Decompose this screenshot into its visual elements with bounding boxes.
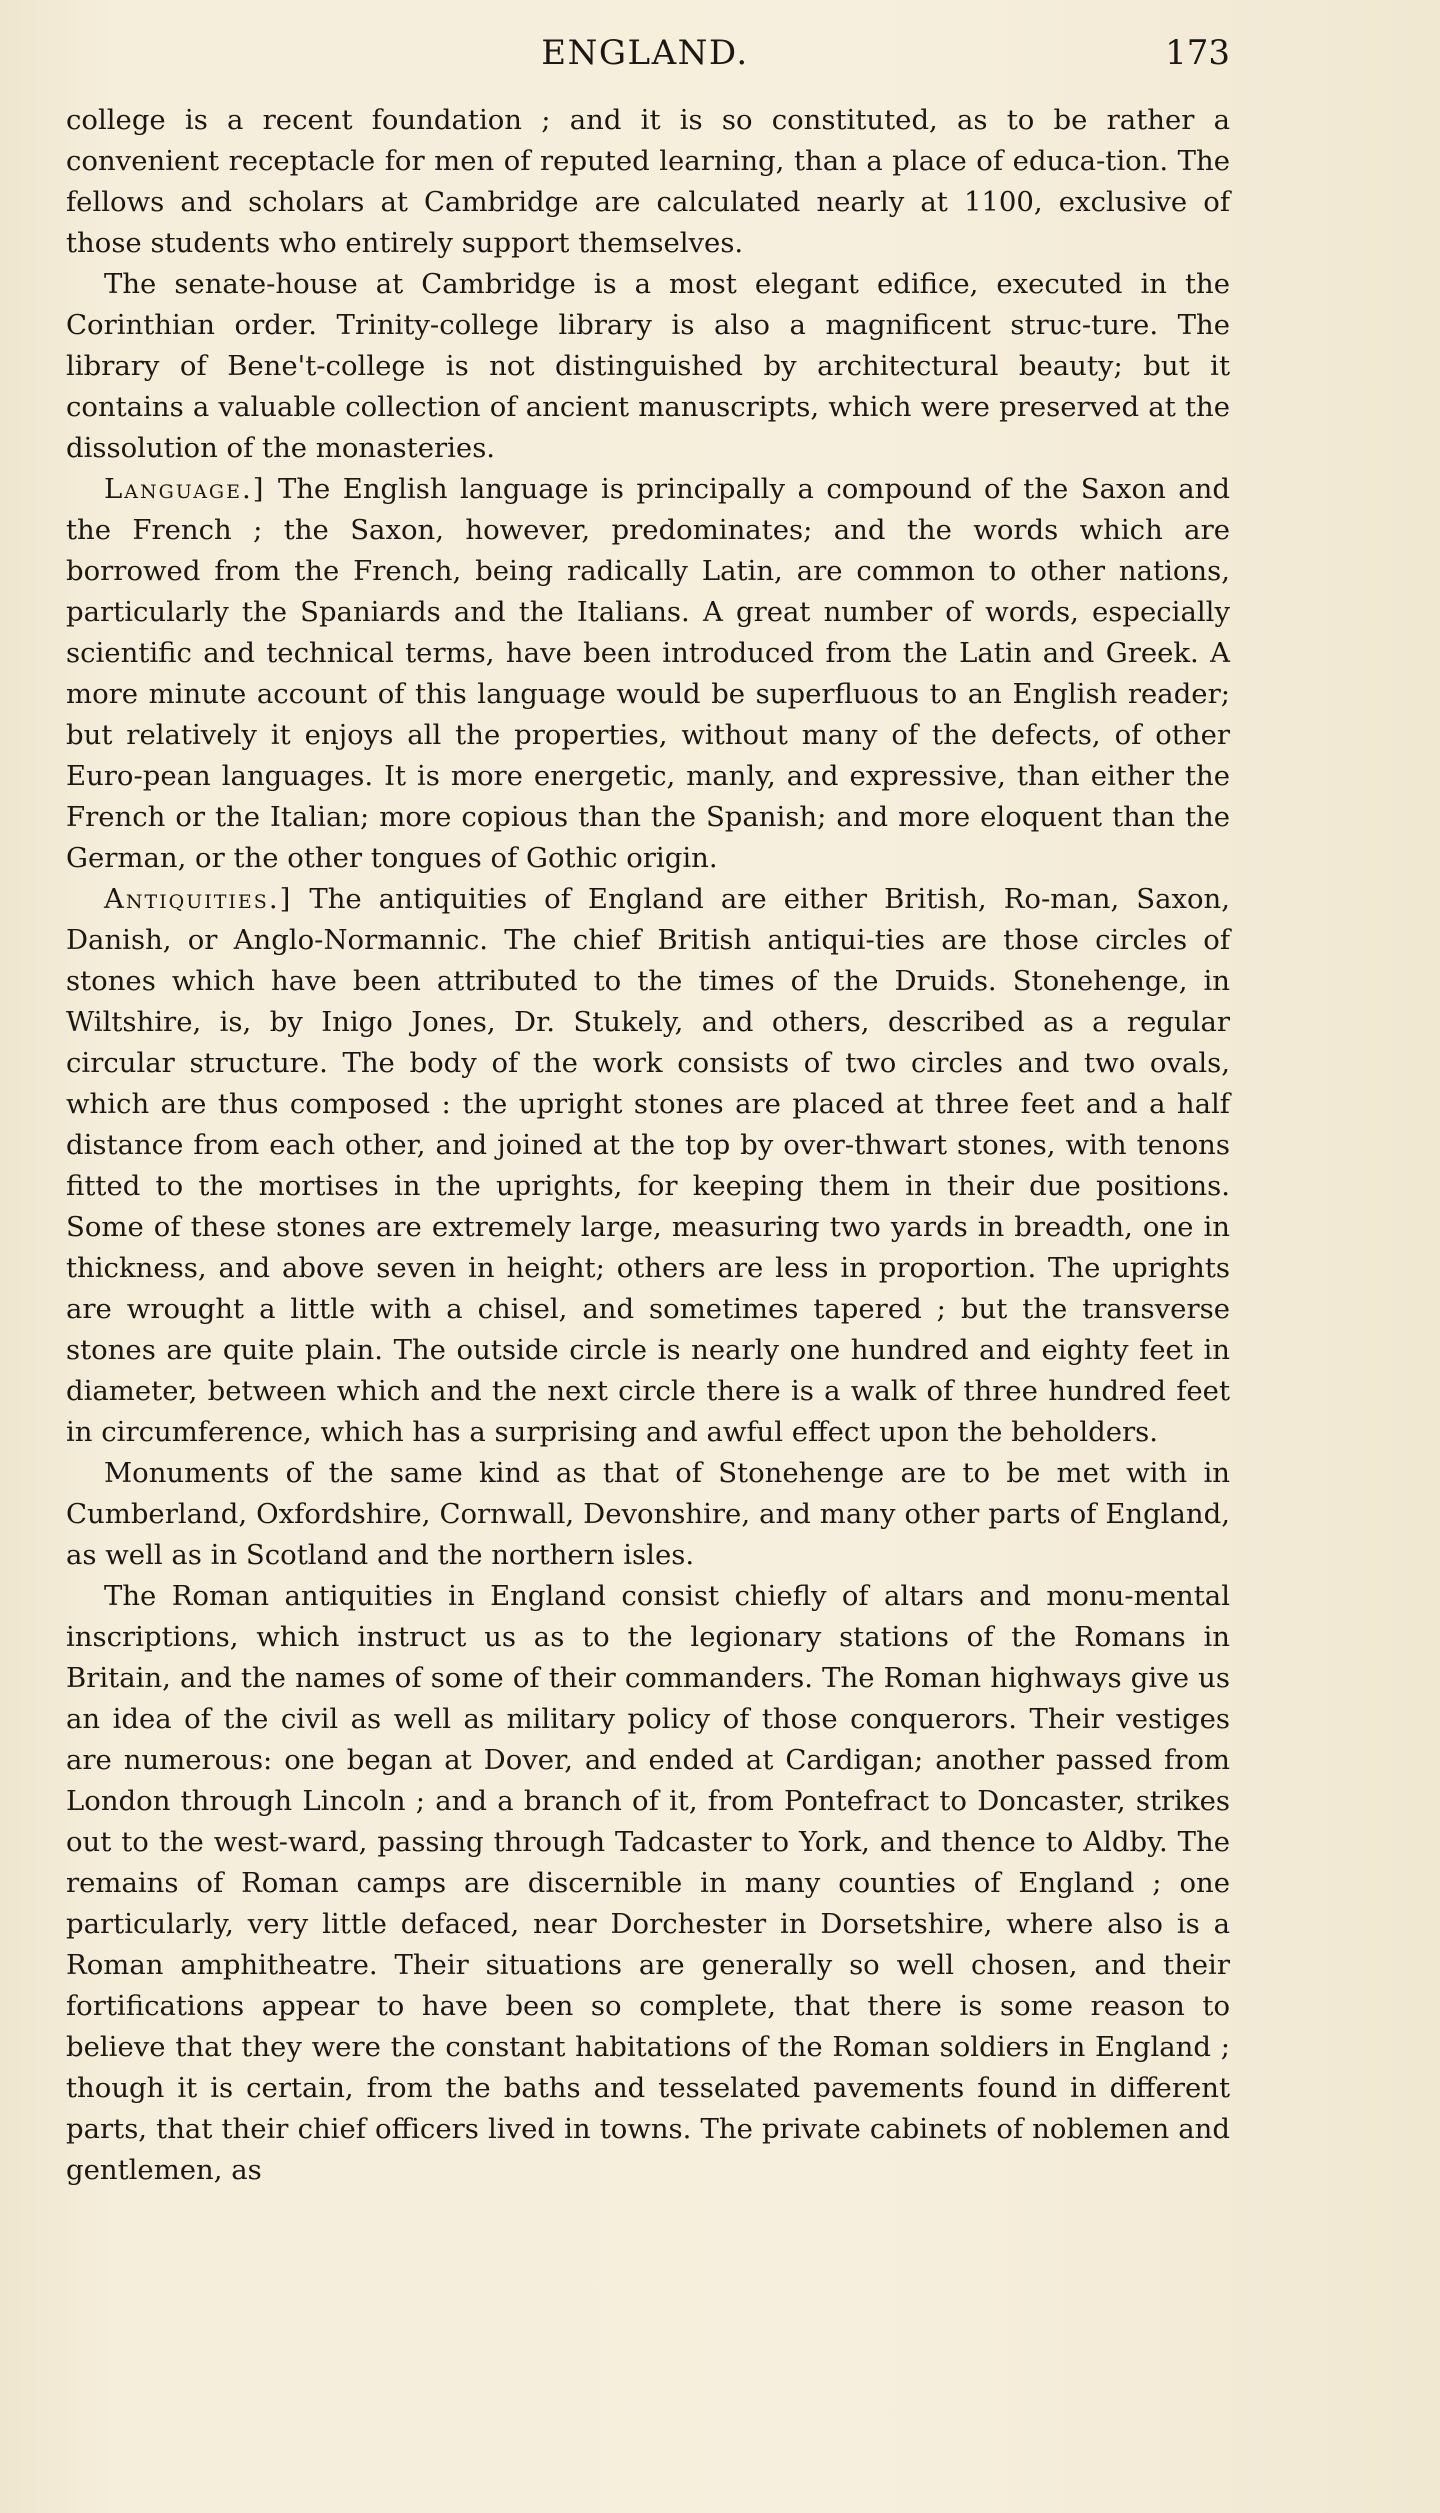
paragraph-text: The antiquities of England are either British, Ro-man, Saxon, Danish, or Anglo-Normannic. The chief British antiqui-ties are those circles of stones which have been attributed to the times of the Druids. Stonehenge, in Wiltshire, is, by Inigo Jones, Dr. Stukely, and others, described as a regular circular structure. The body of the work consists of two circles and two ovals, which are thus composed : the upright stones are placed at three feet and a half distance from each other, and joined at the top by over-thwart stones, with tenons fitted to the mortises in the uprights, for keeping them in their due positions. Some of these stones are extremely large, measuring two yards in breadth, one in thickness, and above seven in height; others are less in proportion. The uprights are wrought a little with a chisel, and sometimes tapered ; but the transverse stones are quite plain. The outside circle is nearly one hundred and eighty feet in diameter, between which and the next circle there is a walk of three hundred feet in circumference, which has a surprising and awful effect upon the beholders.: [66, 883, 1231, 1448]
paragraph-text: The English language is principally a compound of the Saxon and the French ; the Saxon, however, predominates; and the words which are borrowed from the French, being radically Latin, are common to other nations, particularly the Spaniards and the Italians. A great number of words, especially scientific and technical terms, have been introduced from the Latin and Greek. A more minute account of this language would be superfluous to an English reader; but relatively it enjoys all the properties, without many of the defects, of other Euro-pean languages. It is more energetic, manly, and expressive, than either the French or the Italian; more copious than the Spanish; and more eloquent than the German, or the other tongues of Gothic origin.: [66, 473, 1230, 874]
paragraph-monuments: [66, 1453, 1230, 1576]
paragraph-text: college is a recent foundation ; and it is so constituted, as to be rather a convenient receptacle for men of reputed learning, than a place of educa-tion. The fellows and scholars at Cambridge are calculated nearly at 1100, exclusive of those students who entirely support themselves.: [66, 104, 1230, 259]
section-heading-language: Language.]: [104, 473, 266, 505]
paragraph-text: Monuments of the same kind as that of Stonehenge are to be met with in Cumberland, Oxfordshire, Cornwall, Devonshire, and many other parts of England, as well as in Scotland and the northern isles.: [66, 1457, 1230, 1571]
paragraph-continued: [66, 100, 1230, 264]
paragraph-antiquities: [66, 879, 1230, 1453]
body-text: [66, 100, 1230, 2191]
paragraph-language: [66, 469, 1230, 879]
paragraph-roman-antiquities: [66, 1576, 1230, 2191]
paragraph-senate-house: [66, 264, 1230, 469]
running-title: ENGLAND.: [541, 33, 749, 73]
paragraph-text: The senate-house at Cambridge is a most elegant edifice, executed in the Corinthian order. Trinity-college library is also a magnificent struc-ture. The library of Bene't-college is not distinguished by architectural beauty; but it contains a valuable collection of ancient manuscripts, which were preserved at the dissolution of the monasteries.: [66, 268, 1230, 464]
page-number: 173: [1165, 33, 1230, 73]
section-heading-antiquities: Antiquities.]: [104, 883, 293, 915]
paragraph-text: The Roman antiquities in England consist chiefly of altars and monu-mental inscriptions, which instruct us as to the legionary stations of the Romans in Britain, and the names of some of their commanders. The Roman highways give us an idea of the civil as well as military policy of those conquerors. Their vestiges are numerous: one began at Dover, and ended at Cardigan; another passed from London through Lincoln ; and a branch of it, from Pontefract to Doncaster, strikes out to the west-ward, passing through Tadcaster to York, and thence to Aldby. The remains of Roman camps are discernible in many counties of England ; one particularly, very little defaced, near Dorchester in Dorsetshire, where also is a Roman amphitheatre. Their situations are generally so well chosen, and their fortifications appear to have been so complete, that there is some reason to believe that they were the constant habitations of the Roman soldiers in England ; though it is certain, from the baths and tesselated pavements found in different parts, that their chief officers lived in towns. The private cabinets of noblemen and gentlemen, as: [66, 1580, 1230, 2186]
page-header: [60, 30, 1230, 76]
